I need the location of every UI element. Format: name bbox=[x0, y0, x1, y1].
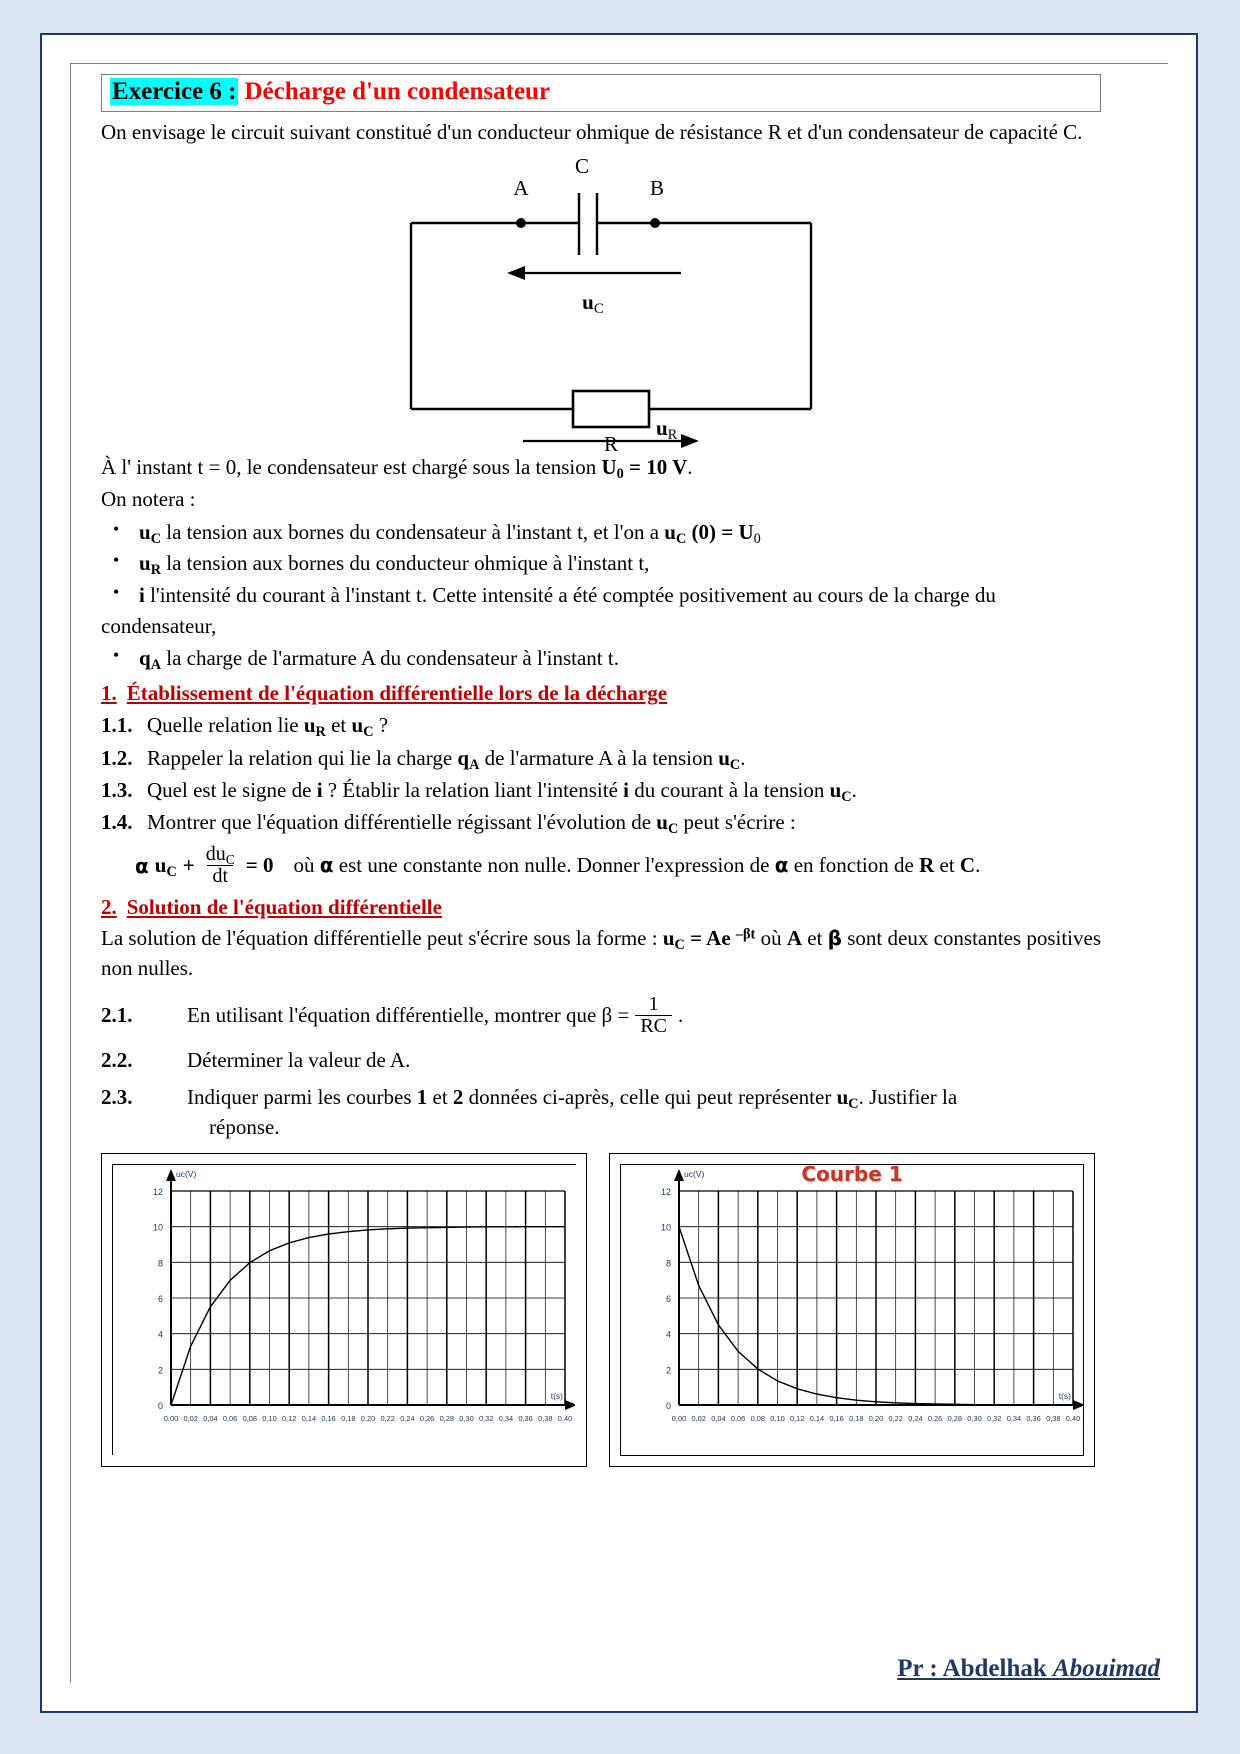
equation-fraction bbox=[201, 844, 240, 887]
q21-frac-den: RC bbox=[635, 1015, 672, 1037]
equation-frac-num bbox=[201, 844, 240, 865]
section-1-title: Établissement de l'équation différentielle lors de la décharge bbox=[126, 681, 668, 706]
q13-p0: Quel est le signe de bbox=[147, 778, 317, 802]
svg-text:0,00: 0,00 bbox=[163, 1413, 179, 1423]
equation-tail bbox=[294, 853, 981, 878]
notation-i-text: l'intensité du courant à l'instant t. Cette intensité a été comptée positivement au cours de la charge du bbox=[144, 582, 996, 607]
question-2-3-number: 2.3. bbox=[101, 1084, 133, 1109]
notation-uc-text: la tension aux bornes du condensateur à l'instant t, et l'on a bbox=[161, 519, 665, 544]
notation-uc-tail-sub: C bbox=[675, 530, 687, 547]
svg-text:uc(V): uc(V) bbox=[176, 1168, 197, 1179]
equation-tail-R: R bbox=[919, 853, 935, 878]
svg-text:0: 0 bbox=[157, 1400, 163, 1411]
q21-fraction bbox=[635, 994, 672, 1037]
question-2-3 bbox=[101, 1082, 1101, 1143]
svg-text:0,36: 0,36 bbox=[1026, 1413, 1041, 1423]
notation-uc-tail-sym: u bbox=[664, 519, 676, 544]
q23-courbe-2: 2 bbox=[452, 1084, 464, 1109]
svg-text:4: 4 bbox=[157, 1329, 163, 1340]
resistor-label-R: R bbox=[603, 432, 619, 452]
q13-p3: ? Établir la relation liant l'intensité bbox=[322, 778, 624, 802]
curves-container bbox=[101, 1153, 1101, 1467]
question-1-4-number: 1.4. bbox=[101, 810, 133, 835]
solution-text-4: sont deux bbox=[842, 926, 929, 951]
svg-text:0,30: 0,30 bbox=[459, 1413, 474, 1423]
node-b-dot bbox=[650, 218, 660, 228]
uc-label: uC bbox=[582, 290, 604, 318]
chart-panel-courbe-1 bbox=[609, 1153, 1095, 1467]
svg-text:0,34: 0,34 bbox=[1006, 1413, 1022, 1423]
svg-text:0,14: 0,14 bbox=[301, 1413, 317, 1423]
equation-u-sub: C bbox=[166, 864, 177, 881]
equation-tail-2: est une constante non nulle. Donner l'expression de bbox=[333, 853, 775, 878]
plate-label-B: B bbox=[649, 176, 665, 201]
equation-frac-num-text: du bbox=[205, 842, 226, 865]
question-1-3-number: 1.3. bbox=[101, 778, 133, 802]
solution-line2: constantes positives non nulles. bbox=[101, 926, 1102, 981]
ur-arrow-head bbox=[681, 434, 699, 448]
exercise-header bbox=[101, 74, 1101, 112]
svg-text:0,24: 0,24 bbox=[908, 1413, 923, 1423]
equation-u-sym: u bbox=[154, 853, 167, 878]
svg-text:0,18: 0,18 bbox=[341, 1413, 356, 1423]
q14-p1: u bbox=[656, 810, 668, 835]
q12-p4: u bbox=[718, 745, 730, 770]
solution-u: u bbox=[662, 926, 675, 951]
q12-p0: Rappeler la relation qui lie la charge bbox=[147, 745, 458, 770]
svg-text:0,08: 0,08 bbox=[242, 1413, 257, 1423]
q11-p3: et bbox=[325, 713, 352, 738]
svg-text:0,06: 0,06 bbox=[730, 1413, 746, 1423]
q14-p2: C bbox=[667, 821, 679, 838]
question-1-3 bbox=[101, 775, 1101, 805]
svg-text:6: 6 bbox=[157, 1293, 163, 1304]
svg-text:0,38: 0,38 bbox=[538, 1413, 553, 1423]
solution-text-2: où bbox=[755, 926, 787, 951]
svg-text:0,12: 0,12 bbox=[790, 1413, 805, 1423]
q11-p1: u bbox=[303, 713, 316, 738]
notation-item-uc bbox=[101, 517, 1101, 547]
q21-frac-num: 1 bbox=[648, 992, 659, 1015]
section-2-title: Solution de l'équation différentielle bbox=[126, 895, 442, 920]
statement-instant bbox=[101, 453, 1101, 483]
equation-tail-5: . bbox=[975, 853, 981, 878]
question-1-2-text bbox=[147, 743, 1101, 773]
notation-i-sym: i bbox=[139, 582, 145, 607]
equation-tail-3: en fonction de bbox=[788, 853, 920, 878]
solution-text-1: La solution de l'équation différentielle peut s'écrire sous la forme : bbox=[101, 926, 663, 951]
q11-p5: C bbox=[363, 724, 374, 741]
u0-subscript: 0 bbox=[616, 466, 624, 483]
section-2-number: 2. bbox=[101, 895, 117, 920]
svg-text:0,28: 0,28 bbox=[439, 1413, 454, 1423]
svg-text:0,20: 0,20 bbox=[868, 1413, 884, 1423]
exercise-title: Décharge d'un condensateur bbox=[244, 78, 551, 105]
q23-text-before: Indiquer parmi les courbes bbox=[187, 1084, 417, 1109]
svg-text:0,26: 0,26 bbox=[419, 1413, 435, 1423]
exercise-number: Exercice 6 : bbox=[112, 78, 237, 105]
question-1-2-number: 1.2. bbox=[101, 745, 133, 770]
equation-plus: + bbox=[182, 853, 195, 878]
svg-text:0,18: 0,18 bbox=[849, 1413, 864, 1423]
footer-prefix: Pr : Abdelhak bbox=[897, 1655, 1054, 1682]
section-2-heading bbox=[101, 895, 1101, 920]
svg-text:0,28: 0,28 bbox=[947, 1413, 962, 1423]
svg-text:0,40: 0,40 bbox=[557, 1413, 573, 1423]
notation-ur-sym: u bbox=[139, 551, 151, 576]
notation-qa-sym: q bbox=[139, 645, 151, 670]
notation-uc-sub: C bbox=[150, 530, 161, 547]
svg-text:0,22: 0,22 bbox=[380, 1413, 395, 1423]
svg-text:2: 2 bbox=[665, 1364, 671, 1375]
document-content bbox=[101, 74, 1101, 1467]
svg-text:t(s): t(s) bbox=[550, 1390, 563, 1401]
svg-text:4: 4 bbox=[665, 1329, 671, 1340]
equation-frac-den: dt bbox=[207, 865, 233, 887]
q12-p5: C bbox=[729, 756, 741, 773]
q21-text-before: En utilisant l'équation différentielle, montrer que β = bbox=[187, 1003, 630, 1028]
q23-text-mid: et bbox=[427, 1084, 453, 1109]
solution-exponent: –βt bbox=[735, 926, 756, 943]
svg-text:t(s): t(s) bbox=[1058, 1390, 1071, 1401]
svg-text:0,36: 0,36 bbox=[518, 1413, 533, 1423]
svg-text:6: 6 bbox=[665, 1293, 671, 1304]
chart-svg-courbe-2 bbox=[113, 1165, 575, 1455]
circuit-diagram-wrap bbox=[101, 151, 1101, 451]
notation-item-i bbox=[101, 580, 1101, 610]
q12-p3: de l'armature A à la tension bbox=[479, 745, 719, 770]
q21-text-after: . bbox=[678, 1003, 684, 1028]
svg-text:0,16: 0,16 bbox=[321, 1413, 336, 1423]
chart-title-courbe-1: Courbe 1 bbox=[801, 1161, 903, 1186]
section-1-number: 1. bbox=[101, 681, 117, 706]
q13-p6: du courant à la tension bbox=[629, 778, 830, 802]
q12-p1: q bbox=[457, 745, 470, 770]
equation-tail-1: où bbox=[293, 853, 320, 878]
svg-text:0,04: 0,04 bbox=[203, 1413, 218, 1423]
q13-p8: C bbox=[841, 788, 852, 805]
svg-text:0,26: 0,26 bbox=[927, 1413, 943, 1423]
ur-label: $u_R$ bbox=[656, 416, 678, 444]
svg-text:0,04: 0,04 bbox=[711, 1413, 726, 1423]
plate-label-A: A bbox=[513, 176, 529, 201]
svg-text:0,34: 0,34 bbox=[498, 1413, 514, 1423]
section-1-heading bbox=[101, 681, 1101, 706]
chart-panel-courbe-2 bbox=[101, 1153, 587, 1467]
equation-tail-alpha: α bbox=[319, 853, 334, 878]
question-1-3-text bbox=[147, 775, 1101, 805]
svg-text:0,32: 0,32 bbox=[987, 1413, 1002, 1423]
q23-text-after: données ci-après, celle qui peut représenter bbox=[463, 1084, 837, 1109]
svg-text:0,10: 0,10 bbox=[262, 1413, 277, 1423]
q14-p3: peut s'écrire : bbox=[678, 810, 796, 835]
question-2-3-text bbox=[187, 1082, 1101, 1143]
q11-p4: u bbox=[351, 713, 364, 738]
u0-value: = 10 V bbox=[623, 455, 688, 480]
question-2-1-text bbox=[187, 994, 1101, 1037]
q11-p0: Quelle relation lie bbox=[147, 713, 304, 738]
svg-text:12: 12 bbox=[660, 1186, 671, 1197]
notation-item-qa bbox=[101, 643, 1101, 673]
question-2-1 bbox=[101, 994, 1101, 1037]
solution-A: A bbox=[786, 926, 802, 951]
footer-name: Abouimad bbox=[1053, 1655, 1160, 1682]
question-1-4 bbox=[101, 807, 1101, 837]
footer-author bbox=[897, 1655, 1160, 1683]
equation-tail-4: et bbox=[934, 853, 960, 878]
equation-tail-alpha2: α bbox=[774, 853, 789, 878]
svg-text:0,14: 0,14 bbox=[809, 1413, 825, 1423]
svg-text:0,12: 0,12 bbox=[282, 1413, 297, 1423]
notation-list bbox=[101, 517, 1101, 673]
solution-paragraph bbox=[101, 924, 1101, 984]
on-notera: On notera : bbox=[101, 487, 196, 512]
question-2-2-number: 2.2. bbox=[101, 1048, 133, 1073]
uc-arrow-head bbox=[507, 266, 525, 280]
svg-text:0,40: 0,40 bbox=[1065, 1413, 1081, 1423]
svg-text:0,16: 0,16 bbox=[829, 1413, 844, 1423]
svg-text:0: 0 bbox=[665, 1400, 671, 1411]
q13-p4: i bbox=[623, 778, 629, 802]
svg-text:10: 10 bbox=[152, 1222, 163, 1233]
q13-p1: i bbox=[316, 778, 323, 802]
notation-ur-sub: R bbox=[150, 562, 161, 579]
statement-instant-text: À l' instant t = 0, le condensateur est chargé sous la tension bbox=[101, 455, 602, 480]
solution-text-3: et bbox=[802, 926, 828, 951]
svg-text:12: 12 bbox=[152, 1186, 163, 1197]
question-1-1-number: 1.1. bbox=[101, 713, 133, 738]
svg-text:8: 8 bbox=[157, 1257, 163, 1268]
intro-paragraph: On envisage le circuit suivant constitué d'un conducteur ohmique de résistance R et d'un condensateur de capacité C. bbox=[101, 119, 1083, 144]
svg-text:0,00: 0,00 bbox=[671, 1413, 687, 1423]
question-1-4-text bbox=[147, 807, 1101, 837]
q14-p0: Montrer que l'équation différentielle régissant l'évolution de bbox=[147, 810, 657, 835]
notation-uc-sym: u bbox=[139, 519, 151, 544]
question-1-1-text bbox=[147, 710, 1101, 740]
q23-text-end: . Justifier la bbox=[858, 1084, 958, 1109]
notation-item-i-cont bbox=[101, 611, 1101, 641]
svg-text:0,08: 0,08 bbox=[750, 1413, 765, 1423]
q12-p6: . bbox=[740, 745, 746, 770]
page-inner-border bbox=[70, 63, 1168, 1683]
q12-p2: A bbox=[469, 756, 480, 773]
question-2-1-number: 2.1. bbox=[101, 1003, 133, 1028]
svg-text:0,24: 0,24 bbox=[400, 1413, 415, 1423]
svg-text:0,02: 0,02 bbox=[183, 1413, 198, 1423]
question-2-2-text: Déterminer la valeur de A. bbox=[187, 1048, 411, 1073]
svg-text:0,02: 0,02 bbox=[691, 1413, 706, 1423]
solution-beta: β bbox=[827, 926, 842, 951]
svg-text:10: 10 bbox=[660, 1222, 671, 1233]
q13-p7: u bbox=[829, 778, 842, 802]
notation-ur-text: la tension aux bornes du conducteur ohmique à l'instant t, bbox=[161, 551, 650, 576]
svg-text:0,38: 0,38 bbox=[1046, 1413, 1061, 1423]
notation-qa-sub: A bbox=[150, 656, 161, 673]
equation-tail-C: C bbox=[959, 853, 976, 878]
equation-u bbox=[154, 853, 177, 881]
equation-alpha: α bbox=[135, 853, 149, 878]
differential-equation bbox=[101, 844, 1101, 887]
q11-p2: R bbox=[315, 724, 326, 741]
capacitor-label-C: C bbox=[574, 154, 590, 179]
equation-frac-num-sub: C bbox=[225, 851, 235, 867]
q11-p6: ? bbox=[373, 713, 389, 738]
notation-uc-tail-rest-sub: 0 bbox=[753, 530, 761, 547]
svg-text:0,32: 0,32 bbox=[479, 1413, 494, 1423]
notation-item-ur bbox=[101, 548, 1101, 578]
svg-text:0,06: 0,06 bbox=[222, 1413, 238, 1423]
chart-frame-courbe-1 bbox=[620, 1164, 1084, 1456]
resistor-box bbox=[573, 391, 649, 427]
question-2-2 bbox=[101, 1045, 1101, 1075]
q23-courbe-1: 1 bbox=[416, 1084, 428, 1109]
page-frame bbox=[40, 33, 1198, 1713]
svg-text:8: 8 bbox=[665, 1257, 671, 1268]
svg-text:0,10: 0,10 bbox=[770, 1413, 785, 1423]
svg-text:2: 2 bbox=[157, 1364, 163, 1375]
u0-symbol: U bbox=[601, 455, 617, 480]
question-1-1 bbox=[101, 710, 1101, 740]
svg-text:0,22: 0,22 bbox=[888, 1413, 903, 1423]
circuit-diagram bbox=[401, 151, 821, 451]
q23-line2: réponse. bbox=[209, 1115, 280, 1140]
q23-uc-sub: C bbox=[848, 1095, 859, 1112]
q13-p9: . bbox=[851, 778, 857, 802]
statement-period: . bbox=[687, 455, 693, 480]
solution-u-sub: C bbox=[674, 937, 685, 954]
solution-eq: = Ae bbox=[684, 926, 736, 951]
chart-frame-courbe-2 bbox=[112, 1164, 576, 1455]
chart-svg-courbe-1 bbox=[621, 1165, 1083, 1455]
notation-uc-tail-rest: (0) = U bbox=[686, 519, 754, 544]
svg-text:uc(V): uc(V) bbox=[684, 1168, 705, 1179]
svg-text:0,30: 0,30 bbox=[967, 1413, 982, 1423]
equation-equals: = 0 bbox=[245, 853, 274, 878]
svg-text:0,20: 0,20 bbox=[360, 1413, 376, 1423]
question-1-2 bbox=[101, 743, 1101, 773]
notation-qa-text: la charge de l'armature A du condensateur à l'instant t. bbox=[161, 645, 619, 670]
notation-i-cont-text: condensateur, bbox=[101, 614, 217, 639]
q23-uc: u bbox=[836, 1084, 849, 1109]
node-a-dot bbox=[516, 218, 526, 228]
